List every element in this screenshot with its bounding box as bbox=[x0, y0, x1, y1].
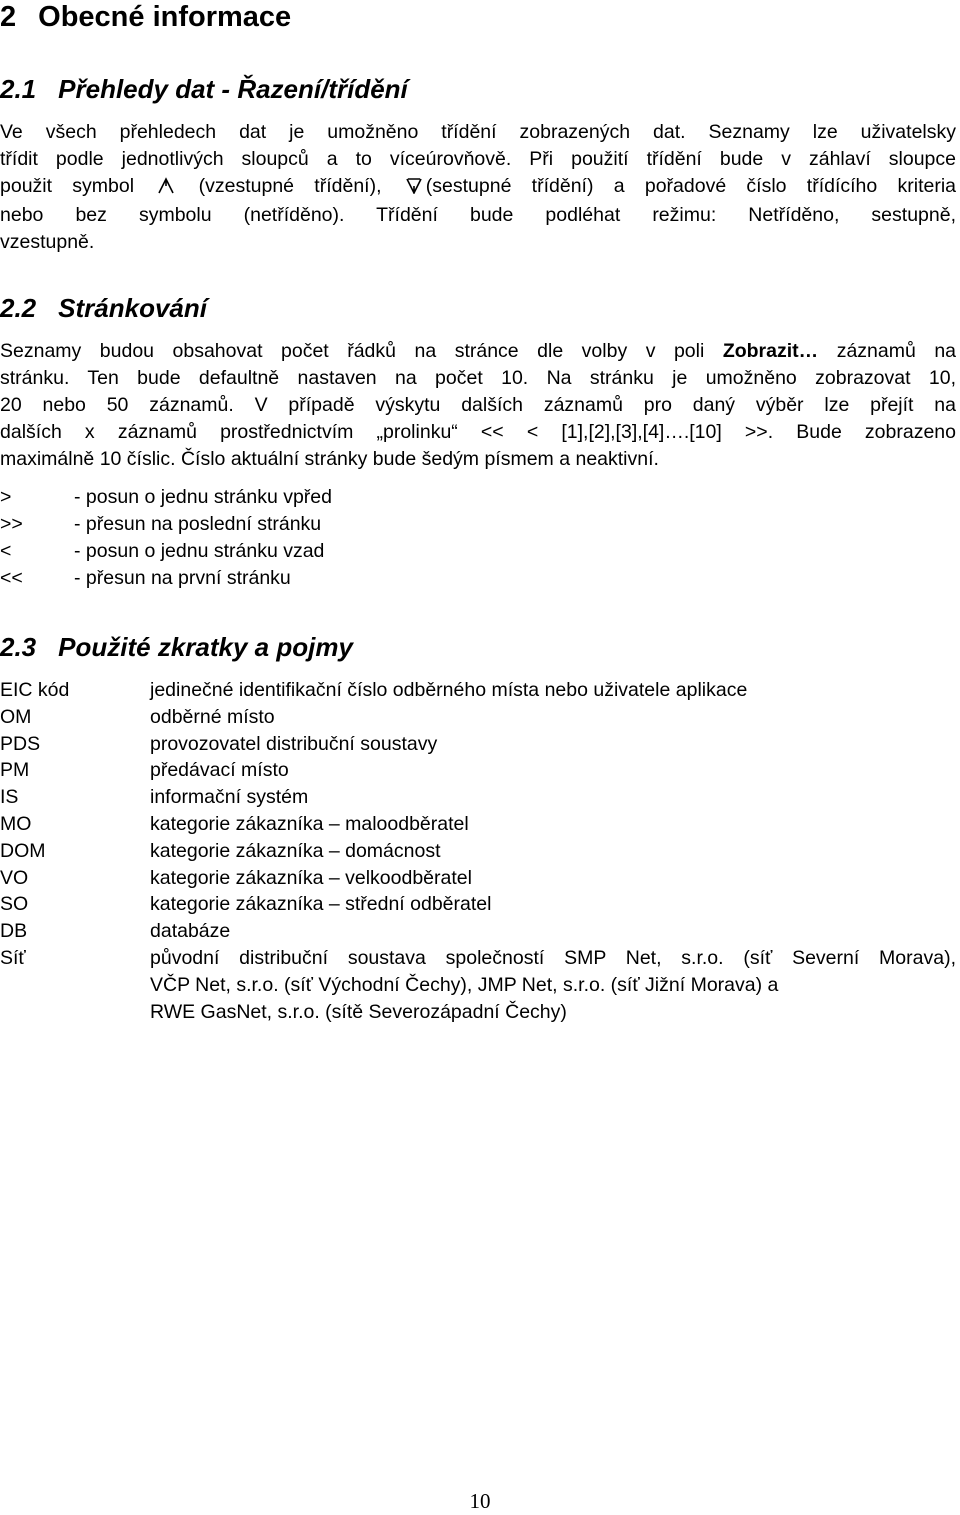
chapter-title: Obecné informace bbox=[38, 1, 292, 33]
list-item: OM odběrné místo bbox=[0, 705, 275, 728]
chapter-heading bbox=[0, 0, 291, 34]
section-title: Přehledy dat - Řazení/třídění bbox=[58, 74, 408, 104]
section-number: 2.3 bbox=[0, 632, 37, 662]
paging-paragraph bbox=[0, 338, 956, 473]
list-item: DOM kategorie zákazníka – domácnost bbox=[0, 839, 441, 862]
text-line: 20 nebo 50 záznamů. V případě výskytu dalších záznamů pro daný výběr lze přejít na bbox=[0, 394, 956, 416]
text-line: nebo bez symbolu (netříděno). Třídění bude podléhat režimu: Netříděno, sestupně, bbox=[0, 204, 956, 226]
text-line: vzestupně. bbox=[0, 231, 95, 253]
section-heading-sorting bbox=[0, 74, 408, 104]
list-item: PM předávací místo bbox=[0, 759, 289, 782]
list-item: SO kategorie zákazníka – střední odběratel bbox=[0, 893, 492, 916]
sorting-paragraph bbox=[0, 119, 956, 256]
list-item: DB databáze bbox=[0, 920, 231, 943]
list-item: < - posun o jednu stránku vzad bbox=[0, 540, 325, 562]
section-number: 2.2 bbox=[0, 293, 37, 323]
text-line-with-bold: Seznamy budou obsahovat počet řádků na stránce dle volby v poli Zobrazit… záznamů na bbox=[0, 340, 957, 362]
section-heading-abbreviations bbox=[0, 632, 353, 662]
list-item: EIC kód jedinečné identifikační číslo odběrného místa nebo uživatele aplikace bbox=[0, 679, 748, 701]
list-item: MO kategorie zákazníka – maloodběratel bbox=[0, 812, 469, 835]
paging-navigation-list bbox=[0, 484, 332, 592]
list-item: PDS provozovatel distribuční soustavy bbox=[0, 732, 438, 755]
bold-term: Zobrazit… bbox=[722, 340, 819, 362]
text-line: dalších x záznamů prostřednictvím „prolinku“ << < [1],[2],[3],[4]….[10] >>. Bude zobrazeno bbox=[0, 421, 956, 443]
sort-descending-icon bbox=[406, 175, 422, 202]
sort-ascending-icon bbox=[158, 175, 174, 202]
chapter-number: 2 bbox=[0, 1, 17, 33]
section-title: Stránkování bbox=[58, 293, 207, 323]
section-title: Použité zkratky a pojmy bbox=[58, 632, 353, 662]
text-line: Ve všech přehledech dat je umožněno třídění zobrazených dat. Seznamy lze uživatelsky bbox=[0, 121, 956, 143]
section-heading-paging bbox=[0, 293, 207, 323]
list-item: > - posun o jednu stránku vpřed bbox=[0, 486, 332, 508]
section-number: 2.1 bbox=[0, 74, 37, 104]
abbreviation-list bbox=[0, 677, 956, 1025]
list-item: << - přesun na první stránku bbox=[0, 567, 291, 589]
list-item: >> - přesun na poslední stránku bbox=[0, 513, 322, 535]
list-item: IS informační systém bbox=[0, 786, 309, 809]
text-line: stránku. Ten bude defaultně nastaven na počet 10. Na stránku je umožněno zobrazovat 10, bbox=[0, 367, 956, 389]
list-item: VO kategorie zákazníka – velkoodběratel bbox=[0, 866, 472, 889]
page-number: 10 bbox=[469, 1489, 491, 1513]
list-item: Síť původní distribuční soustava společností SMP Net, s.r.o. (síť Severní Morava), VČP Net, s.r.o. (síť Východní Čechy), JMP Net, s.r.o. (síť Jižní Morava) a RWE GasNet, s.r.o. (sítě Severozápadní Čechy) bbox=[0, 946, 956, 1023]
text-line-with-symbols: použit symbol (vzestupné třídění), (sestupné třídění) a pořadové číslo třídícího kriteria bbox=[0, 173, 956, 202]
text-line: maximálně 10 číslic. Číslo aktuální stránky bude šedým písmem a neaktivní. bbox=[0, 448, 659, 470]
text-line: třídit podle jednotlivých sloupců a to víceúrovňově. Při použití třídění bude v záhlaví sloupce bbox=[0, 148, 956, 170]
